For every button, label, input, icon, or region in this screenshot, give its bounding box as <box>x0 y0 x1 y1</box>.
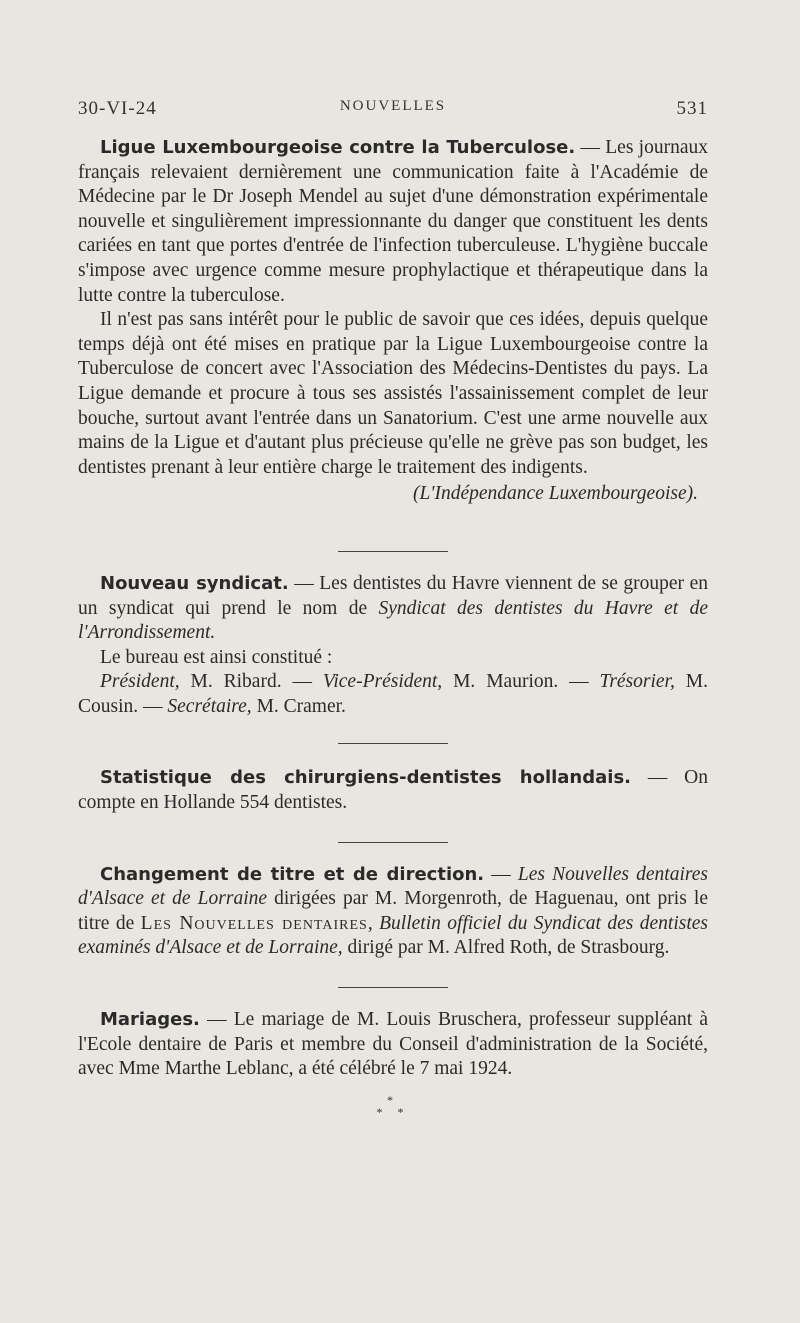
ligue-paragraph-1 <box>78 136 708 308</box>
section-divider <box>338 987 448 988</box>
changement-old-title: Les Nouvelles dentaires d'Alsace et de Lorraine <box>78 863 708 910</box>
mariages-title: Mariages. <box>100 1009 200 1031</box>
section-divider <box>338 743 448 744</box>
syndicat-bureau <box>78 670 708 719</box>
header-section-title: NOUVELLES <box>339 98 447 114</box>
mariages-text: — Le mariage de M. Louis Bruschera, professeur suppléant à l'Ecole dentaire de Paris et membre du Conseil d'administration de la Société, avec Mme Marthe Leblanc, a été célébré le 7 mai 1924. <box>78 1009 708 1080</box>
statistique-paragraph <box>78 766 708 815</box>
changement-title: Changement de titre et de direction. <box>100 863 485 885</box>
section-divider <box>338 551 448 552</box>
syndicat-name: Syndicat des dentistes du Havre et de l'Arrondissement. <box>78 597 708 644</box>
vp-label: Vice-Président, <box>322 671 443 693</box>
secretaire-label: Secrétaire, <box>167 695 252 717</box>
syndicat-text: — Les dentistes du Havre viennent de se grouper en un syndicat qui prend le nom de <box>78 572 708 619</box>
changement-text-2: , <box>367 912 380 934</box>
changement-dash: — <box>484 863 518 885</box>
president-label: Président, <box>100 671 180 693</box>
page-number: 531 <box>676 98 708 119</box>
changement-new-title: Les Nouvelles dentaires <box>140 912 368 934</box>
syndicat-paragraph-2: Le bureau est ainsi constitué : <box>100 646 333 668</box>
changement-bulletin: Bulletin officiel du Syndicat des dentistes examinés d'Alsace et de Lorraine, <box>78 912 709 959</box>
vp-name: M. Maurion. — <box>442 671 600 693</box>
ligue-source: (L'Indépendance Luxembourgeoise). <box>412 483 698 505</box>
syndicat-paragraph-1 <box>78 572 708 646</box>
changement-text-3: dirigé par M. Alfred Roth, de Strasbourg. <box>342 937 670 959</box>
asterism-bottom: * * <box>376 1104 410 1119</box>
ligue-paragraph-2: Il n'est pas sans intérêt pour le public de savoir que ces idées, depuis quelque temps déjà ont été mises en pratique par la Ligue Luxembourgeoise contre la Tuberculose de concert avec l'Association des Médecins-Dentistes du pays. La Ligue demande et procure à tous ses assistés l'assainissement complet de leur bouche, surtout avant l'entrée dans un Sanatorium. C'est une arme nouvelle aux mains de la Ligue et d'autant plus précieuse qu'elle ne grève pas son budget, les dentistes prenant à leur entière charge le traitement des indigents. <box>78 309 708 478</box>
changement-paragraph <box>78 863 708 961</box>
article-body <box>78 136 708 1118</box>
asterism-top: * <box>387 1092 399 1107</box>
secretaire-name: M. Cramer. <box>251 695 346 717</box>
statistique-text: — On compte en Hollande 554 dentistes. <box>78 767 708 814</box>
statistique-title: Statistique des chirurgiens-dentistes hollandais. <box>100 767 631 789</box>
tresorier-label: Trésorier, <box>599 671 675 693</box>
syndicat-title: Nouveau syndicat. <box>100 572 289 594</box>
changement-text-1: dirigées par M. Morgenroth, de Haguenau, ont pris le titre de <box>78 888 708 934</box>
section-divider <box>338 842 448 843</box>
ligue-title: Ligue Luxembourgeoise contre la Tuberculose. <box>100 137 576 158</box>
tresorier-name: M. Cousin. — <box>78 671 708 717</box>
running-header <box>78 98 708 124</box>
asterism-ornament <box>78 1094 708 1118</box>
header-date: 30-VI-24 <box>78 98 157 119</box>
page <box>78 0 708 1323</box>
mariages-paragraph <box>78 1008 708 1082</box>
ligue-text-1: — Les journaux français relevaient dernièrement une communication faite à l'Académie de Médecine par le Dr Joseph Mendel au sujet d'une démonstration expérimentale nouvelle et singulièrement impressionnante du danger que constituent les dents cariées en tant que portes d'entrée de l'infection tuberculeuse. L'hygiène buccale s'impose avec urgence comme mesure prophylactique et thérapeutique dans la lutte contre la tuberculose. <box>78 137 708 306</box>
president-name: M. Ribard. — <box>179 671 323 693</box>
